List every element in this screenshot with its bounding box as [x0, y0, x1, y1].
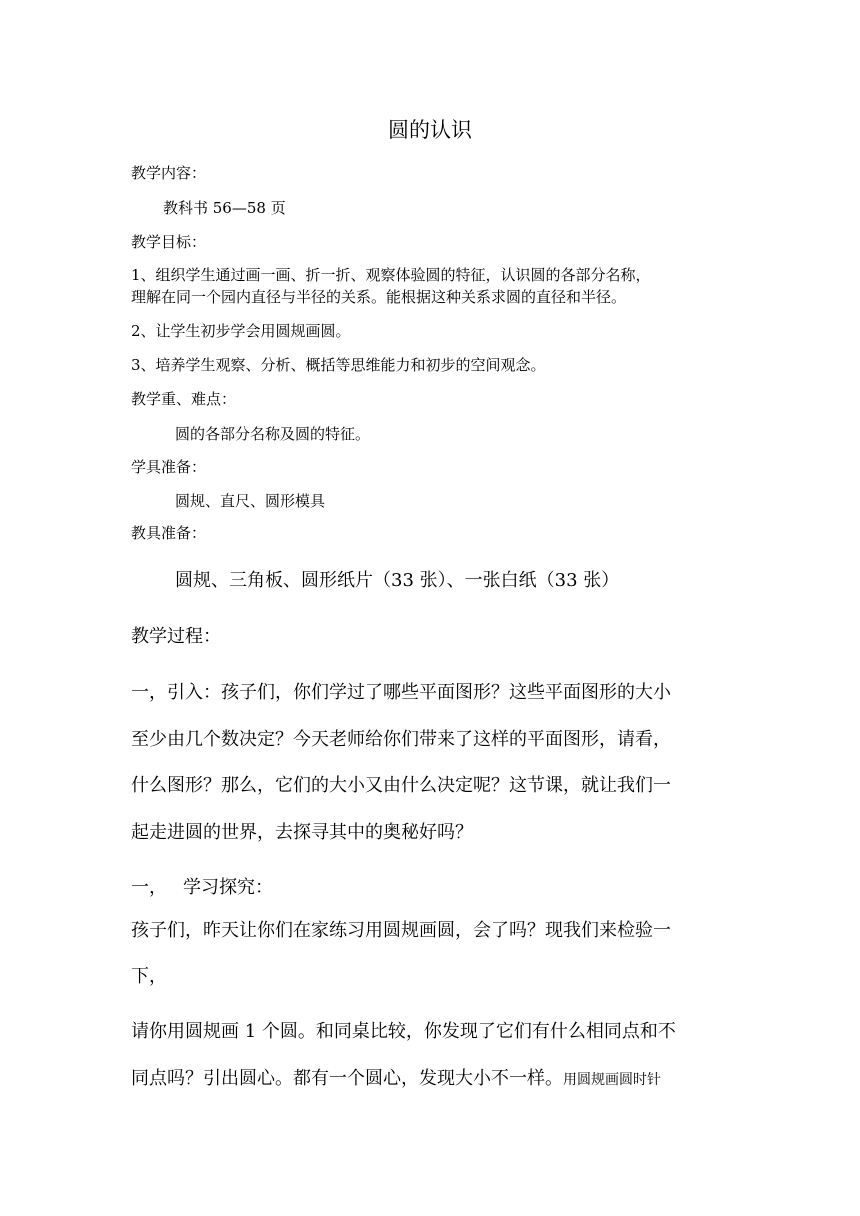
explore-line-4 — [131, 1064, 661, 1090]
document-title: 圆的认识 — [388, 118, 472, 142]
key-points-heading: 教学重、难点： — [131, 390, 237, 408]
teacher-tools-text: 圆规、三角板、圆形纸片（33 张）、一张白纸（33 张） — [175, 570, 620, 591]
goal-3: 3、培养学生观察、分析、概括等思维能力和初步的空间观念。 — [131, 356, 546, 374]
teacher-tools-heading: 教具准备： — [131, 524, 207, 542]
explore-line-4-small: 用圆规画圆时针 — [563, 1072, 661, 1088]
intro-line-4: 起走进圆的世界，去探寻其中的奥秘好吗？ — [131, 822, 473, 843]
goal-1-line-2: 理解在同一个园内直径与半径的关系。能根据这种关系求圆的直径和半径。 — [131, 288, 627, 306]
explore-heading: 学习探究： — [183, 877, 273, 898]
student-tools-text: 圆规、直尺、圆形模具 — [175, 492, 326, 510]
explore-number: 一， — [131, 877, 167, 898]
intro-line-2: 至少由几个数决定？今天老师给你们带来了这样的平面图形，请看， — [131, 729, 671, 750]
explore-line-4-main: 同点吗？引出圆心。都有一个圆心，发现大小不一样。 — [131, 1068, 563, 1089]
goal-1-line-1: 1、组织学生通过画一画、折一折、观察体验圆的特征，认识圆的各部分名称， — [131, 266, 651, 284]
process-heading: 教学过程： — [131, 626, 221, 647]
student-tools-heading: 学具准备： — [131, 458, 207, 476]
intro-line-3: 什么图形？那么，它们的大小又由什么决定呢？这节课，就让我们一 — [131, 775, 671, 796]
content-text: 教科书 56—58 页 — [163, 199, 286, 217]
key-points-text: 圆的各部分名称及圆的特征。 — [175, 425, 371, 443]
explore-line-3: 请你用圆规画 1 个圆。和同桌比较，你发现了它们有什么相同点和不 — [131, 1021, 676, 1042]
explore-line-1: 孩子们，昨天让你们在家练习用圆规画圆，会了吗？现我们来检验一 — [131, 920, 671, 941]
goals-heading: 教学目标： — [131, 233, 207, 251]
explore-line-2: 下， — [131, 966, 167, 987]
intro-line-1: 一，引入：孩子们，你们学过了哪些平面图形？这些平面图形的大小 — [131, 682, 671, 703]
content-heading: 教学内容： — [131, 164, 207, 182]
goal-2: 2、让学生初步学会用圆规画圆。 — [131, 322, 351, 340]
